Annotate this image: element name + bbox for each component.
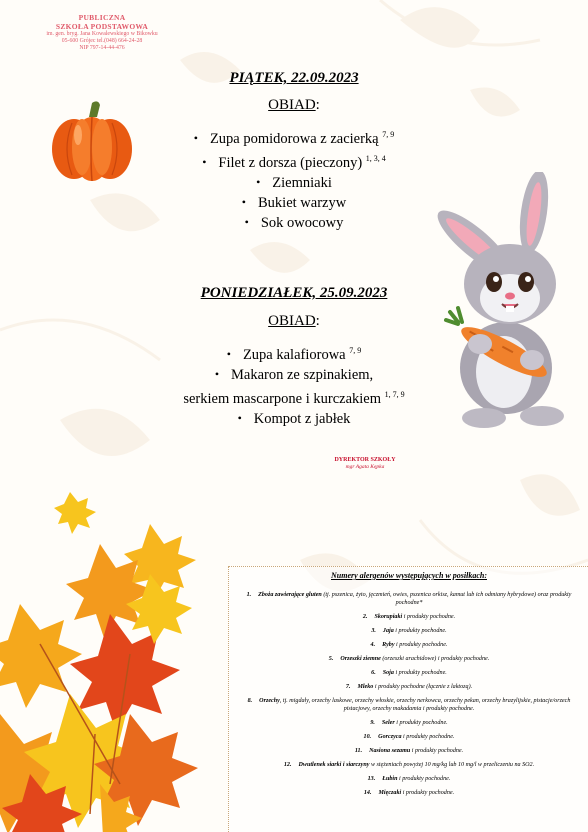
school-nip: NIP 797-14-44-476 xyxy=(79,44,125,51)
allergen-codes: 7, 9 xyxy=(382,130,395,139)
allergen-item: 6. Soja i produkty pochodne. xyxy=(371,670,447,676)
day2-meal-colon: : xyxy=(315,313,320,329)
allergen-item: 14. Mięczaki i produkty pochodne. xyxy=(363,790,455,797)
allergen-item: 11. Nasiona sezamu i produkty pochodne. xyxy=(354,748,464,754)
allergen-item: 13. Łubin i produkty pochodne. xyxy=(367,776,451,783)
allergen-item: 5. Orzeszki ziemne (orzeszki arachidowe) i produkty pochodne. xyxy=(328,655,490,662)
allergen-item: 10. Gorczyca i produkty pochodne. xyxy=(363,733,455,740)
allergen-item: 8. Orzechy, tj. migdały, orzechy laskowe, orzechy włoskie, orzechy nerkowca, orzechy pekan, orzechy brazylijskie, pistacje/orzech pistacjowy, orzechy makadamia i produkty pochodne. xyxy=(247,698,571,712)
day2-menu-list xyxy=(0,341,588,429)
menu-item: • Ziemniaki xyxy=(0,173,588,193)
day1-meal-colon: : xyxy=(315,97,320,113)
allergen-codes: 1, 7, 9 xyxy=(384,389,405,399)
allergen-item: 4. Ryby i produkty pochodne. xyxy=(370,641,448,648)
day1-meal-name: OBIAD xyxy=(268,97,316,113)
director-name: mgr Agata Kępka xyxy=(345,464,385,471)
day1-title: PIĄTEK, 22.09.2023 xyxy=(229,70,359,86)
day2-meal-label xyxy=(0,313,588,330)
day2-meal-name: OBIAD xyxy=(268,313,316,329)
school-name-line1: PUBLICZNA xyxy=(78,13,126,22)
school-address: 05-600 Grójec tel.(048) 664-24-28 xyxy=(61,37,143,44)
day1-meal-label xyxy=(0,97,588,114)
director-title: DYREKTOR SZKOŁY xyxy=(334,457,396,463)
allergen-item: 1. Zboża zawierające gluten (tj. pszenica, żyto, jęczmień, owies, pszenica orkisz, kamut lub ich odmiany hybrydowe) oraz produkty pochodne* xyxy=(246,592,572,606)
school-name-line2: SZKOŁA PODSTAWOWA xyxy=(55,21,149,31)
allergen-list xyxy=(236,592,582,804)
allergen-item: 7. Mleko i produkty pochodne (łącznie z laktozą). xyxy=(345,684,473,691)
menu-item: • Zupa kalafiorowa $^{7, 9}$ xyxy=(0,341,588,365)
menu-item: • Sok owocowy xyxy=(0,213,588,233)
allergen-title: Numery alergenów występujących w posiłkach: xyxy=(331,571,487,580)
allergen-item: 9. Seler i produkty pochodne. xyxy=(370,719,448,726)
day2-title: PONIEDZIAŁEK, 25.09.2023 xyxy=(200,285,388,301)
allergen-item: 3. Jaja i produkty pochodne. xyxy=(371,627,447,634)
menu-item: • Zupa pomidorowa z zacierką $^{7, 9}$ xyxy=(0,125,588,149)
menu-item: • Bukiet warzyw xyxy=(0,193,588,213)
school-header xyxy=(8,14,196,51)
school-patron: im. gen. bryg. Jana Kowalewskiego w Bikowku xyxy=(46,31,158,38)
autumn-leaves-illustration xyxy=(0,484,240,832)
allergen-item: 12. Dwutlenek siarki i siarczyny w stężeniach powyżej 10 mg/kg lub 10 mg/l w przeliczeniu na SO2. xyxy=(283,762,535,769)
allergen-item: 2. Skorupiaki i produkty pochodne. xyxy=(362,613,456,620)
menu-item: • Filet z dorsza (pieczony) $^{1, 3, 4}$ xyxy=(0,149,588,173)
menu-item: • Kompot z jabłek xyxy=(0,409,588,429)
director-signature xyxy=(300,456,430,472)
menu-item-continuation: serkiem mascarpone i kurczakiem $^{1, 7, 9}$ xyxy=(183,389,405,407)
menu-item: • Makaron ze szpinakiem, xyxy=(0,365,588,385)
allergen-codes: 7, 9 xyxy=(349,346,362,355)
allergen-codes: 1, 3, 4 xyxy=(365,153,386,163)
